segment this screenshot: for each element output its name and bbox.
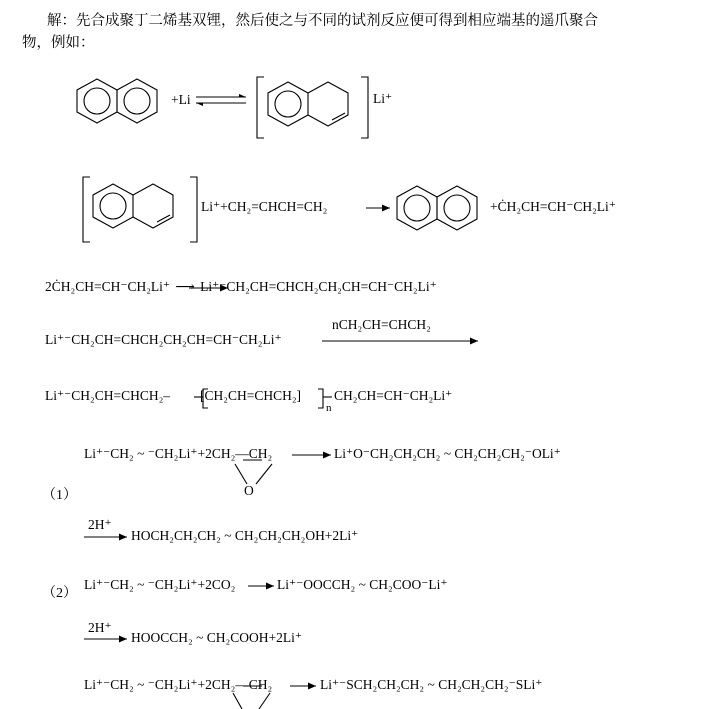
reaction-arrow-8 <box>248 583 274 590</box>
reaction9-above-arrow: 2H⁺ <box>88 620 112 635</box>
reaction-arrow-2 <box>366 205 390 212</box>
reaction6-oxygen: O <box>244 483 254 498</box>
reaction6-left: Li⁺⁻CH₂ ~ ⁻CH₂Li⁺+2CH₂—CH₂ <box>84 446 273 461</box>
label-2: （2） <box>42 586 77 601</box>
reaction4-equation: Li⁺⁻CH₂CH=CHCH₂CH₂CH=CH⁻CH₂Li⁺ <box>45 332 282 347</box>
label-1: （1） <box>42 488 77 503</box>
reaction10-right: Li⁺⁻SCH₂CH₂CH₂ ~ CH₂CH₂CH₂⁻SLi⁺ <box>320 677 543 692</box>
radical-anion-bracketed-2 <box>83 177 197 242</box>
reaction5-start: Li⁺⁻CH₂CH=CHCH₂– <box>45 388 171 403</box>
reaction5-end: CH₂CH=CH⁻CH₂Li⁺ <box>334 388 453 403</box>
reaction1-reagent: +Li <box>171 92 191 107</box>
reaction8-left: Li⁺⁻CH₂ ~ ⁻CH₂Li⁺+2CO₂ <box>84 577 236 592</box>
reaction2-left: Li⁺+CH₂=CHCH=CH₂ <box>201 199 328 214</box>
reaction10-left: Li⁺⁻CH₂ ~ ⁻CH₂Li⁺+2CH₂—CH₂ <box>84 677 273 692</box>
reaction5-repeat-unit: [CH₂CH=CHCH₂] <box>200 388 302 403</box>
reaction2-right: +ĊH₂CH=CH⁻CH₂Li⁺ <box>490 199 616 214</box>
radical-anion-bracketed <box>257 77 368 138</box>
reaction8-right: Li⁺⁻OOCCH₂ ~ CH₂COO⁻Li⁺ <box>277 577 448 592</box>
reaction9-equation: HOOCCH₂ ~ CH₂COOH+2Li⁺ <box>131 630 302 645</box>
reaction4-above-arrow: nCH₂CH=CHCH₂ <box>332 317 431 332</box>
reaction-arrow-7 <box>84 534 127 541</box>
reaction7-equation: HOCH₂CH₂CH₂ ~ CH₂CH₂CH₂OH+2Li⁺ <box>131 528 359 543</box>
naphthalene-structure <box>77 79 157 123</box>
epoxide-ring <box>235 460 272 484</box>
reaction-arrow-6 <box>292 452 331 459</box>
intro-line-1: 解：先合成聚丁二烯基双锂，然后使之与不同的试剂反应便可得到相应端基的遥爪聚合 <box>47 13 598 29</box>
reaction-arrow-9 <box>84 636 127 643</box>
reaction7-above-arrow: 2H⁺ <box>88 517 112 532</box>
equilibrium-arrow <box>196 94 246 106</box>
reaction6-right: Li⁺O⁻CH₂CH₂CH₂ ~ CH₂CH₂CH₂⁻OLi⁺ <box>334 446 561 461</box>
reaction1-product-ion: Li⁺ <box>373 91 393 106</box>
naphthalene-product <box>397 186 477 230</box>
intro-line-2: 物，例如： <box>22 35 95 51</box>
reaction-arrow-4 <box>322 338 478 345</box>
reaction-arrow-10 <box>290 683 316 690</box>
reaction3-equation: 2ĊH₂CH=CH⁻CH₂Li⁺ ⟶ Li⁺⁻CH₂CH=CHCH₂CH₂CH=CH⁻CH₂Li⁺ <box>45 279 437 294</box>
reaction5-subscript-n: n <box>326 402 332 414</box>
